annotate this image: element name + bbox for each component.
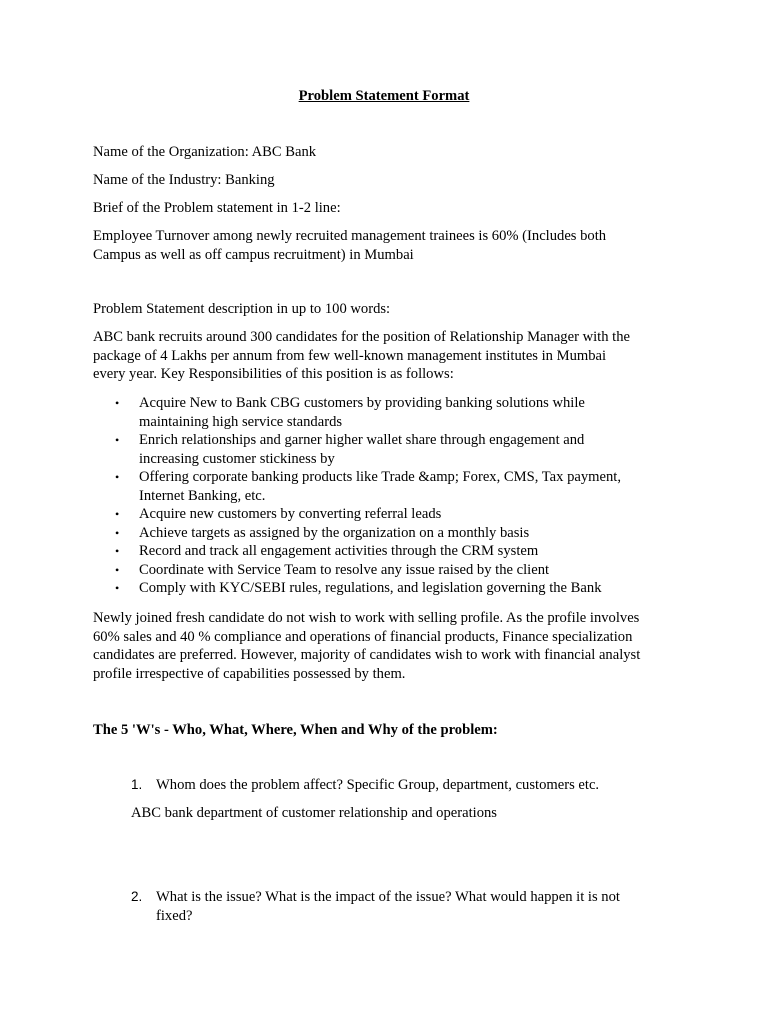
organization-line: Name of the Organization: ABC Bank bbox=[93, 144, 317, 160]
list-item bbox=[93, 431, 693, 468]
question-1-text: Whom does the problem affect? Specific Group, department, customers etc. bbox=[156, 777, 600, 793]
list-item-text: Offering corporate banking products like Trade &amp; Forex, CMS, Tax payment, bbox=[139, 469, 621, 485]
brief-text-line: Campus as well as off campus recruitment) in Mumbai bbox=[93, 246, 414, 263]
list-item-text: maintaining high service standards bbox=[139, 413, 343, 430]
question-2-text bbox=[156, 888, 620, 925]
bullet-icon: • bbox=[115, 433, 120, 447]
bullet-icon: • bbox=[115, 470, 120, 484]
brief-text bbox=[93, 227, 693, 264]
description-line: every year. Key Responsibilities of this position is as follows: bbox=[93, 366, 454, 382]
list-item-text: Record and track all engagement activities through the CRM system bbox=[139, 543, 539, 559]
list-item-text: Comply with KYC/SEBI rules, regulations, and legislation governing the Bank bbox=[139, 580, 602, 596]
brief-text-line: Employee Turnover among newly recruited management trainees is 60% (Includes both bbox=[93, 228, 607, 244]
question-1-answer: ABC bank department of customer relationship and operations bbox=[131, 805, 497, 821]
list-item-text: Acquire New to Bank CBG customers by providing banking solutions while bbox=[139, 395, 585, 411]
bullet-icon: • bbox=[115, 507, 120, 521]
profile-line: candidates are preferred. However, majority of candidates wish to work with financial analyst bbox=[93, 647, 641, 663]
list-item bbox=[93, 561, 693, 580]
profile-paragraph bbox=[93, 609, 693, 683]
question-2-line: What is the issue? What is the impact of the issue? What would happen it is not bbox=[156, 889, 620, 905]
profile-line: profile irrespective of capabilities possessed by them. bbox=[93, 665, 406, 682]
list-item-text: Acquire new customers by converting referral leads bbox=[139, 506, 442, 522]
brief-label: Brief of the Problem statement in 1-2 line: bbox=[93, 200, 341, 216]
description-label: Problem Statement description in up to 100 words: bbox=[93, 301, 391, 317]
list-item-text: Coordinate with Service Team to resolve any issue raised by the client bbox=[139, 561, 550, 578]
question-2-number: 2. bbox=[131, 889, 143, 904]
description-paragraph bbox=[93, 328, 693, 384]
five-w-heading: The 5 'W's - Who, What, Where, When and Why of the problem: bbox=[93, 722, 498, 738]
bullet-icon: • bbox=[115, 396, 120, 410]
list-item-text: increasing customer stickiness by bbox=[139, 450, 335, 467]
question-2-line: fixed? bbox=[156, 907, 193, 924]
industry-line: Name of the Industry: Banking bbox=[93, 172, 275, 188]
list-item bbox=[93, 505, 693, 524]
list-item bbox=[93, 394, 693, 431]
list-item-text: Enrich relationships and garner higher wallet share through engagement and bbox=[139, 432, 585, 448]
description-line: package of 4 Lakhs per annum from few well-known management institutes in Mumbai bbox=[93, 347, 607, 364]
list-item-text: Internet Banking, etc. bbox=[139, 487, 266, 504]
bullet-icon: • bbox=[115, 562, 120, 577]
profile-line: Newly joined fresh candidate do not wish to work with selling profile. As the profile involves bbox=[93, 610, 640, 626]
bullet-icon: • bbox=[115, 581, 120, 595]
list-item bbox=[93, 524, 693, 543]
list-item bbox=[93, 579, 693, 598]
document-title: Problem Statement Format bbox=[298, 88, 470, 104]
question-1-number: 1. bbox=[131, 777, 143, 792]
responsibilities-list bbox=[93, 394, 693, 598]
list-item bbox=[93, 468, 693, 505]
bullet-icon: • bbox=[115, 525, 120, 540]
list-item-text: Achieve targets as assigned by the organization on a monthly basis bbox=[139, 524, 530, 541]
profile-line: 60% sales and 40 % compliance and operations of financial products, Finance specialization bbox=[93, 628, 633, 645]
list-item bbox=[93, 542, 693, 561]
description-line: ABC bank recruits around 300 candidates for the position of Relationship Manager with the bbox=[93, 329, 631, 345]
bullet-icon: • bbox=[115, 544, 120, 558]
